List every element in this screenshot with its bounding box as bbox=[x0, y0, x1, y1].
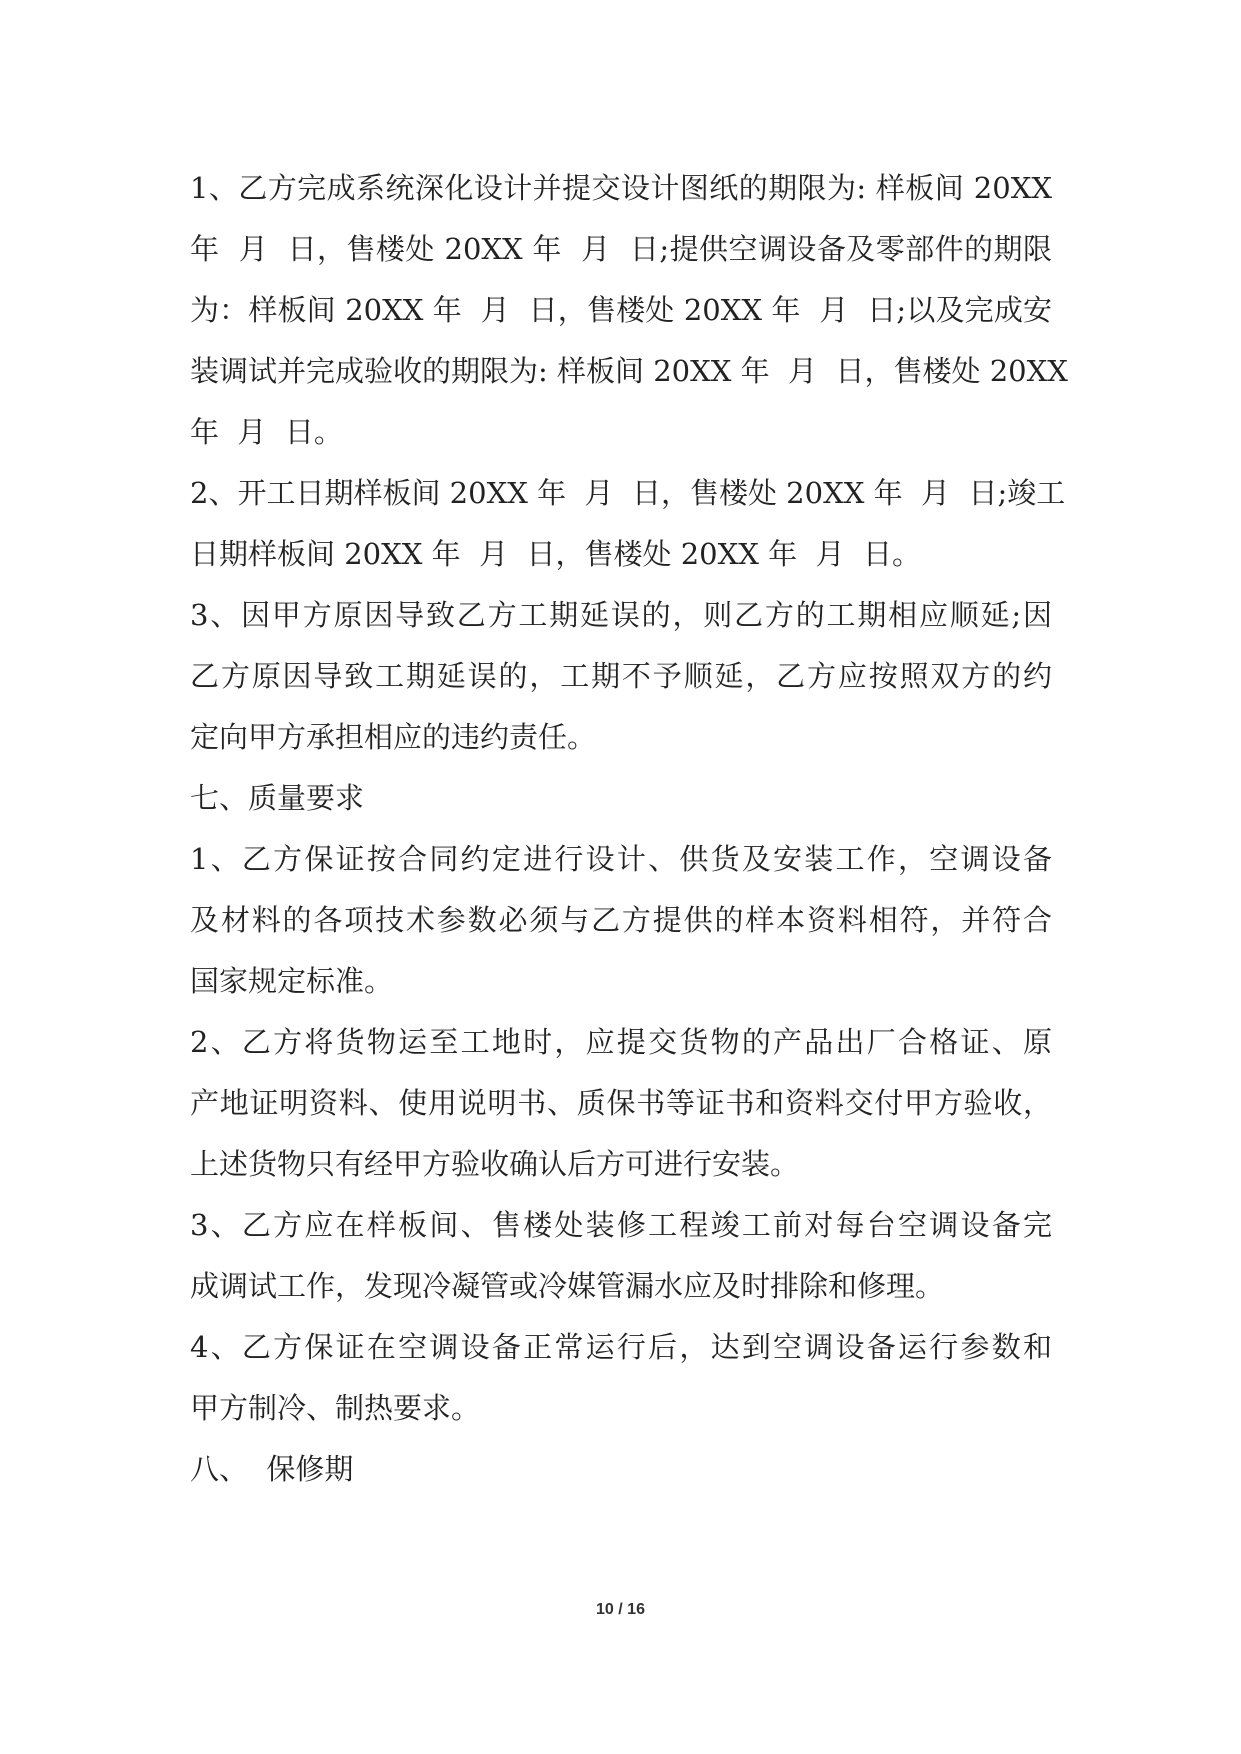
text-line: 产地证明资料、使用说明书、质保书等证书和资料交付甲方验收， bbox=[190, 1086, 1052, 1120]
text-line: 4、乙方保证在空调设备正常运行后，达到空调设备运行参数和 bbox=[190, 1330, 1052, 1364]
text-line: 定向甲方承担相应的违约责任。 bbox=[190, 720, 597, 754]
text-line: 1、乙方保证按合同约定进行设计、供货及安装工作，空调设备 bbox=[190, 842, 1052, 876]
text-line: 2、开工日期样板间 20XX 年 月 日，售楼处 20XX 年 月 日;竣工 bbox=[190, 476, 1066, 510]
text-line: 为：样板间 20XX 年 月 日，售楼处 20XX 年 月 日;以及完成安 bbox=[190, 293, 1052, 327]
text-line: 国家规定标准。 bbox=[190, 964, 394, 998]
document-body bbox=[190, 158, 1068, 1500]
text-line: 2、乙方将货物运至工地时，应提交货物的产品出厂合格证、原 bbox=[190, 1025, 1052, 1059]
text-line: 日期样板间 20XX 年 月 日，售楼处 20XX 年 月 日。 bbox=[190, 537, 922, 571]
text-line: 年 月 日，售楼处 20XX 年 月 日;提供空调设备及零部件的期限 bbox=[190, 232, 1052, 266]
text-line: 乙方原因导致工期延误的，工期不予顺延，乙方应按照双方的约 bbox=[190, 659, 1052, 693]
text-line: 年 月 日。 bbox=[190, 415, 343, 449]
page-number: 10 / 16 bbox=[596, 1601, 645, 1618]
section-heading: 七、质量要求 bbox=[190, 781, 365, 815]
text-line: 上述货物只有经甲方验收确认后方可进行安装。 bbox=[190, 1147, 800, 1181]
text-line: 成调试工作，发现冷凝管或冷媒管漏水应及时排除和修理。 bbox=[190, 1269, 945, 1303]
text-line: 3、因甲方原因导致乙方工期延误的，则乙方的工期相应顺延;因 bbox=[190, 598, 1052, 632]
text-line: 甲方制冷、制热要求。 bbox=[190, 1391, 481, 1425]
text-line: 装调试并完成验收的期限为: 样板间 20XX 年 月 日，售楼处 20XX bbox=[190, 354, 1068, 388]
section-heading: 八、 保修期 bbox=[190, 1452, 354, 1486]
text-line: 及材料的各项技术参数必须与乙方提供的样本资料相符，并符合 bbox=[190, 903, 1052, 937]
text-line: 3、乙方应在样板间、售楼处装修工程竣工前对每台空调设备完 bbox=[190, 1208, 1052, 1242]
text-line: 1、乙方完成系统深化设计并提交设计图纸的期限为: 样板间 20XX bbox=[190, 171, 1052, 205]
